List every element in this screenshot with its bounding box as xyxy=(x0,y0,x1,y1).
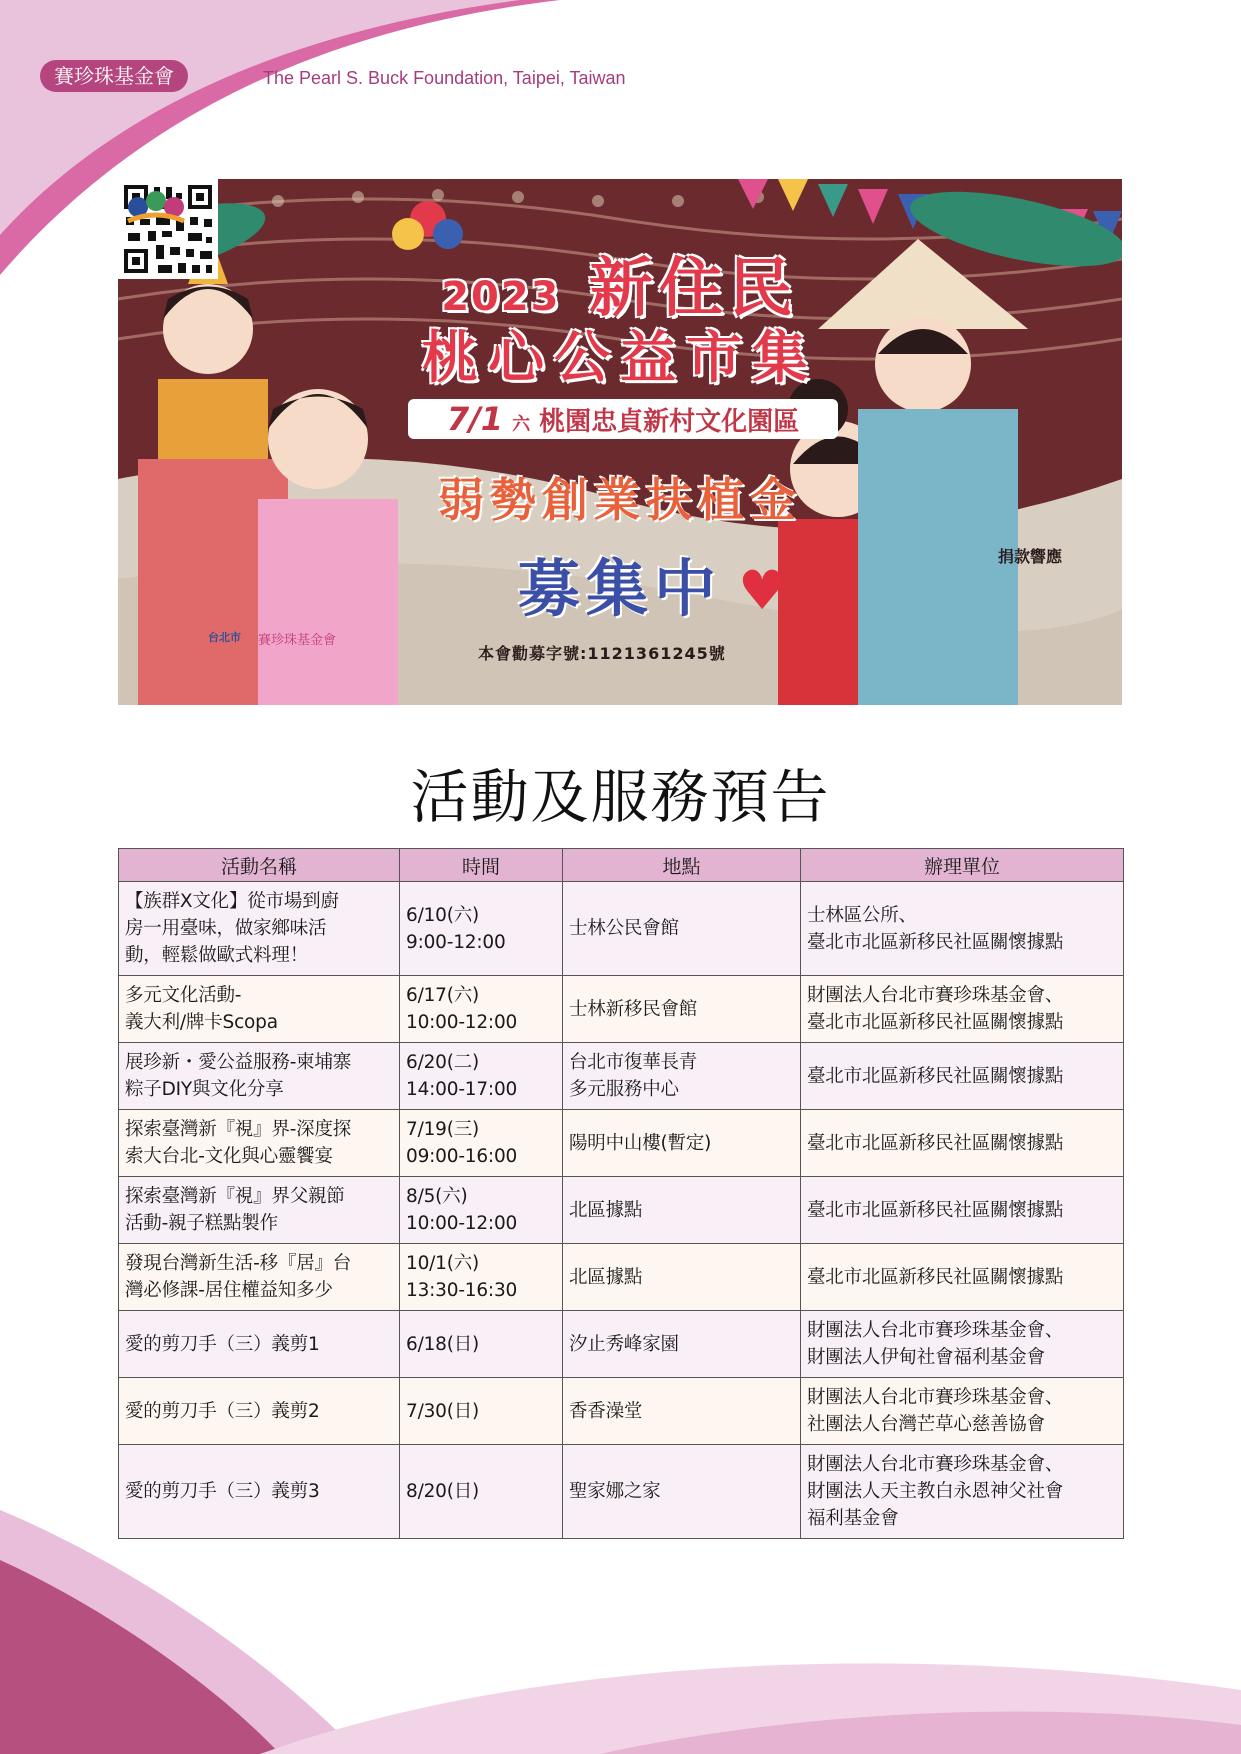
table-row xyxy=(119,1244,1124,1311)
time-cell: 8/5(六) 10:00-12:00 xyxy=(400,1177,563,1244)
organizer-cell: 臺北市北區新移民社區關懷據點 xyxy=(801,1244,1124,1311)
organizer-cell: 士林區公所、 臺北市北區新移民社區關懷據點 xyxy=(801,882,1124,976)
location-cell: 士林新移民會館 xyxy=(563,976,801,1043)
time-cell: 6/17(六) 10:00-12:00 xyxy=(400,976,563,1043)
logo-city-text: 台北市 xyxy=(208,631,241,644)
activity-name-cell: 愛的剪刀手（三）義剪3 xyxy=(119,1445,400,1539)
organizer-cell: 財團法人台北市賽珍珠基金會、 社團法人台灣芒草心慈善協會 xyxy=(801,1378,1124,1445)
banner-title-recruiting: 募集中 xyxy=(517,552,722,625)
activity-name-cell: 愛的剪刀手（三）義剪1 xyxy=(119,1311,400,1378)
heart-icon: ♥ xyxy=(738,559,787,622)
time-cell: 6/20(二) 14:00-17:00 xyxy=(400,1043,563,1110)
banner-date: 7/1 xyxy=(446,400,504,438)
section-title: 活動及服務預告 xyxy=(410,763,831,831)
time-cell: 7/19(三) 09:00-16:00 xyxy=(400,1110,563,1177)
fundraising-permit-number: 本會勸募字號:1121361245號 xyxy=(478,644,726,663)
organizer-cell: 財團法人台北市賽珍珠基金會、 財團法人天主教白永恩神父社會 福利基金會 xyxy=(801,1445,1124,1539)
activity-name-cell: 展珍新・愛公益服務-柬埔寨 粽子DIY與文化分享 xyxy=(119,1043,400,1110)
table-row xyxy=(119,1110,1124,1177)
banner-title-market: 桃心公益市集 xyxy=(422,326,818,391)
banner-venue: 桃園忠貞新村文化園區 xyxy=(539,407,800,437)
column-header-activity: 活動名稱 xyxy=(119,849,400,882)
table-row xyxy=(119,976,1124,1043)
location-cell: 北區據點 xyxy=(563,1177,801,1244)
organizer-cell: 臺北市北區新移民社區關懷據點 xyxy=(801,1110,1124,1177)
banner-weekday: 六 xyxy=(512,414,531,435)
logo-foundation-text: 賽珍珠基金會 xyxy=(258,633,337,648)
location-cell: 北區據點 xyxy=(563,1244,801,1311)
column-header-time: 時間 xyxy=(400,849,563,882)
activity-name-cell: 愛的剪刀手（三）義剪2 xyxy=(119,1378,400,1445)
banner-year: 2023 xyxy=(441,274,561,320)
table-row xyxy=(119,1177,1124,1244)
activity-name-cell: 多元文化活動- 義大利/牌卡Scopa xyxy=(119,976,400,1043)
location-cell: 汐止秀峰家園 xyxy=(563,1311,801,1378)
time-cell: 6/18(日) xyxy=(400,1311,563,1378)
location-cell: 台北市復華長青 多元服務中心 xyxy=(563,1043,801,1110)
time-cell: 8/20(日) xyxy=(400,1445,563,1539)
activity-name-cell: 發現台灣新生活-移『居』台 灣必修課-居住權益知多少 xyxy=(119,1244,400,1311)
foundation-badge: 賽珍珠基金會 xyxy=(40,60,188,92)
table-header-row xyxy=(119,849,1124,882)
time-cell: 10/1(六) 13:30-16:30 xyxy=(400,1244,563,1311)
column-header-location: 地點 xyxy=(563,849,801,882)
time-cell: 6/10(六) 9:00-12:00 xyxy=(400,882,563,976)
location-cell: 陽明中山樓(暫定) xyxy=(563,1110,801,1177)
banner-date-place xyxy=(408,399,838,439)
banner-title-fund: 弱勢創業扶植金 xyxy=(438,473,802,527)
activity-name-cell: 探索臺灣新『視』界-深度探 索大台北-文化與心靈饗宴 xyxy=(119,1110,400,1177)
organizer-cell: 臺北市北區新移民社區關懷據點 xyxy=(801,1177,1124,1244)
table-row xyxy=(119,1378,1124,1445)
organizer-cell: 財團法人台北市賽珍珠基金會、 臺北市北區新移民社區關懷據點 xyxy=(801,976,1124,1043)
location-cell: 士林公民會館 xyxy=(563,882,801,976)
column-header-organizer: 辦理單位 xyxy=(801,849,1124,882)
foundation-english-name: The Pearl S. Buck Foundation, Taipei, Taiwan xyxy=(263,68,626,88)
time-cell: 7/30(日) xyxy=(400,1378,563,1445)
market-banner xyxy=(118,179,1122,705)
activity-name-cell: 【族群X文化】從市場到廚 房一用臺味，做家鄉味活 動，輕鬆做歐式料理！ xyxy=(119,882,400,976)
activity-name-cell: 探索臺灣新『視』界父親節 活動-親子糕點製作 xyxy=(119,1177,400,1244)
location-cell: 聖家娜之家 xyxy=(563,1445,801,1539)
table-row xyxy=(119,1043,1124,1110)
organizer-cell: 臺北市北區新移民社區關懷據點 xyxy=(801,1043,1124,1110)
location-cell: 香香澡堂 xyxy=(563,1378,801,1445)
organizer-cell: 財團法人台北市賽珍珠基金會、 財團法人伊甸社會福利基金會 xyxy=(801,1311,1124,1378)
donate-label: 捐款響應 xyxy=(998,547,1063,566)
events-table xyxy=(118,848,1124,1539)
foundation-logo xyxy=(118,179,348,235)
events-table-body xyxy=(119,882,1124,1539)
table-row xyxy=(119,1445,1124,1539)
banner-title-new-residents: 新住民 xyxy=(588,252,799,326)
table-row xyxy=(119,1311,1124,1378)
table-row xyxy=(119,882,1124,976)
